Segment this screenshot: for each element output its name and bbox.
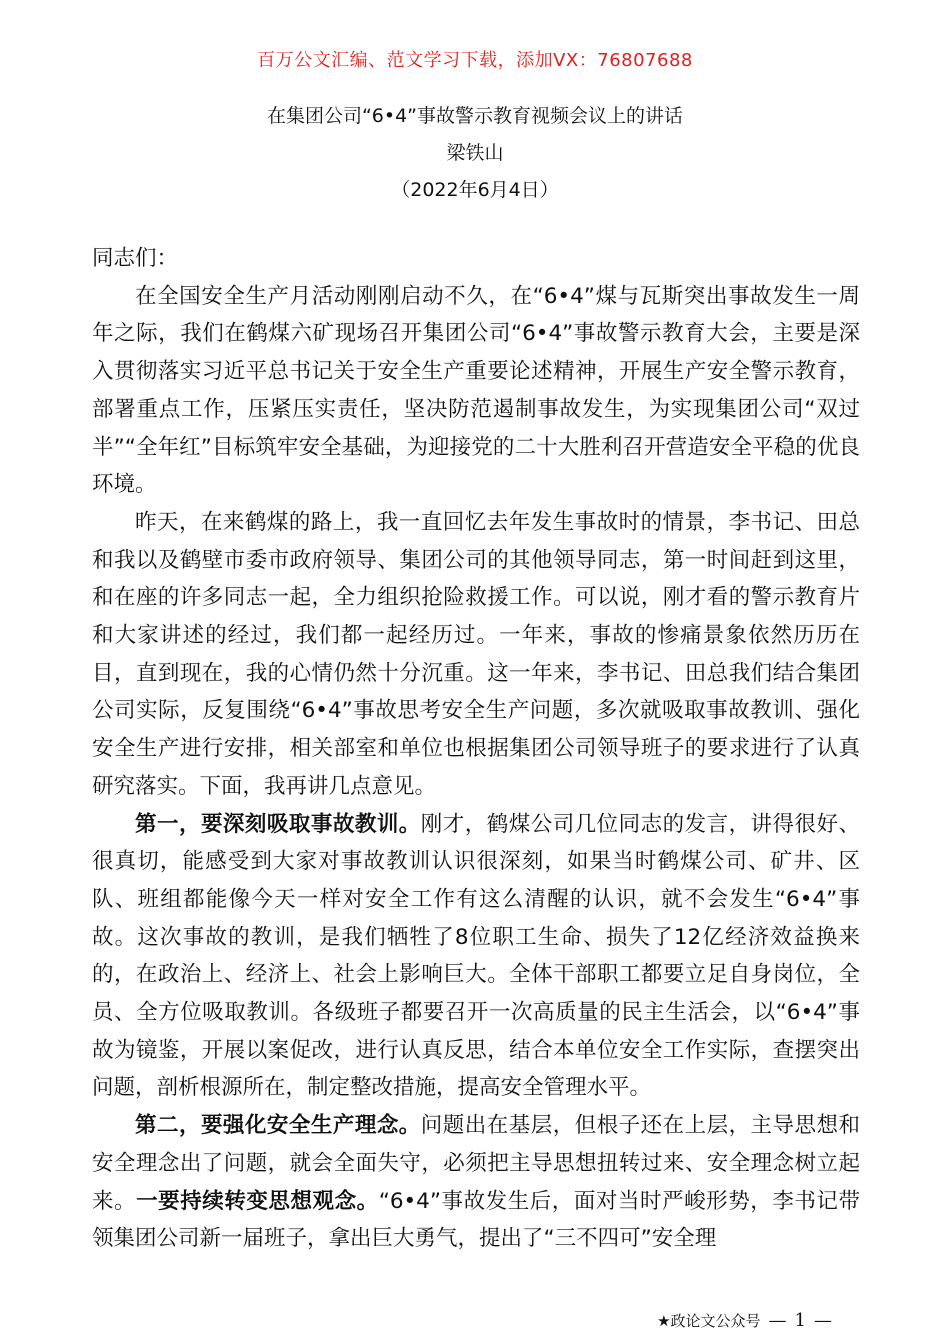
page-number: 1 (794, 1310, 806, 1331)
footer-dash-right: — (814, 1310, 832, 1331)
watermark-banner: 百万公文汇编、范文学习下载，添加VX：76807688 (257, 50, 693, 71)
paragraph-4 (92, 1107, 860, 1258)
paragraph-3-text: 刚才，鹤煤公司几位同志的发言，讲得很好、很真切，能感受到大家对事故教训认识很深刻，如果当时鹤煤公司、矿井、区队、班组都能像今天一样对安全工作有这么清醒的认识，就不会发生“6•4”事故。这次事故的教训，是我们牺牲了8位职工生命、损失了12亿经济效益换来的，在政治上、经济上、社会上影响巨大。全体干部职工都要立足自身岗位，全员、全方位吸取教训。各级班子都要召开一次高质量的民主生活会，以“6•4”事故为镜鉴，开展以案促改，进行认真反思，结合本单位安全工作实际，查摆突出问题，剖析根源所在，制定整改措施，提高安全管理水平。 (92, 811, 860, 1101)
speech-body (92, 240, 860, 1258)
salutation: 同志们： (92, 246, 179, 271)
paragraph-1: 在全国安全生产月活动刚刚启动不久，在“6•4”煤与瓦斯突出事故发生一周年之际，我们在鹤煤六矿现场召开集团公司“6•4”事故警示教育大会，主要是深入贯彻落实习近平总书记关于安全生产重要论述精神，开展生产安全警示教育，部署重点工作，压紧压实责任，坚决防范遏制事故发生，为实现集团公司“双过半”“全年红”目标筑牢安全基础，为迎接党的二十大胜利召开营造安全平稳的优良环境。 (92, 283, 860, 498)
paragraph-4-text: 问题出在基层，但根子还在上层，主导思想和安全理念出了问题，就会全面失守，必须把主导思想扭转过来、安全理念树立起来。 (92, 1113, 860, 1214)
paragraph-4-subheading: 一要持续转变思想观念。 (136, 1188, 379, 1214)
paragraph-4-text-2: “6•4”事故发生后，面对当时严峻形势，李书记带领集团公司新一届班子，拿出巨大勇气，提出了“三不四可”安全理 (92, 1188, 860, 1252)
paragraph-4-heading: 第二，要强化安全生产理念。 (135, 1113, 421, 1139)
speech-title: 在集团公司“6•4”事故警示教育视频会议上的讲话 (266, 105, 684, 127)
paragraph-2: 昨天，在来鹤煤的路上，我一直回忆去年发生事故时的情景，李书记、田总和我以及鹤壁市委市政府领导、集团公司的其他领导同志，第一时间赶到这里，和在座的许多同志一起，全力组织抢险救援工作。可以说，刚才看的警示教育片和大家讲述的经过，我们都一起经历过。一年来，事故的惨痛景象依然历历在目，直到现在，我的心情仍然十分沉重。这一年来，李书记、田总我们结合集团公司实际，反复围绕“6•4”事故思考安全生产问题，多次就吸取事故教训、强化安全生产进行安排，相关部室和单位也根据集团公司领导班子的要求进行了认真研究落实。下面，我再讲几点意见。 (92, 509, 860, 799)
footer-dash-left: — (768, 1310, 787, 1331)
page-footer (657, 1310, 832, 1331)
speech-author: 梁铁山 (446, 142, 504, 164)
paragraph-3 (92, 806, 860, 1108)
speech-header (0, 98, 950, 209)
paragraph-3-heading: 第一，要深刻吸取事故教训。 (135, 811, 421, 837)
speech-date: （2022年6月4日） (391, 179, 559, 201)
footer-label: ★政论文公众号 (657, 1312, 761, 1330)
